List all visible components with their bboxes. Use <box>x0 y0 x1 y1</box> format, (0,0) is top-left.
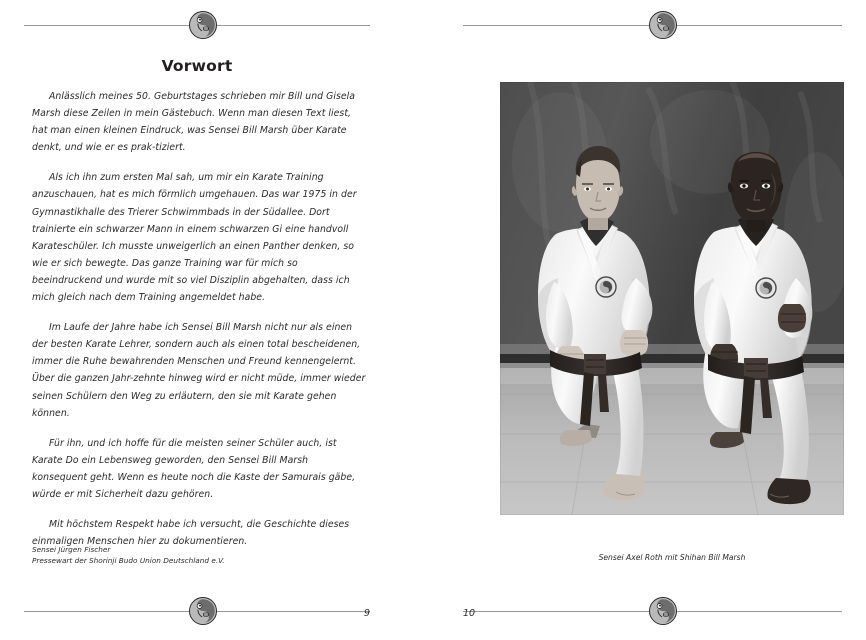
signature-name: Sensei Jürgen Fischer <box>32 545 111 554</box>
signature-block <box>32 545 366 566</box>
figure-caption: Sensei Axel Roth mit Shihan Bill Marsh <box>598 553 746 562</box>
paragraph: Als ich ihn zum ersten Mal sah, um mir ein Karate Training anzuschauen, hat es mich förmlich umgehauen. Das war 1975 in der Gymnastikhalle des Trierer Schwimmbads in der Südallee. Dort trainierte ein schwarzer Mann in einem schwarzen Gi eine handvoll Karateschüler. Ich musste unweigerlich an einen Panther denken, so wie er sich bewegte. Das ganze Training war für mich so beeindruckend und wurde mit so viel Disziplin abgehalten, dass ich mich gleich nach dem Training angemeldet habe. <box>32 172 357 304</box>
shorinji-budo-tomoe-emblem-icon <box>189 11 217 39</box>
shorinji-budo-tomoe-emblem-icon <box>649 597 677 625</box>
right-page <box>433 0 866 640</box>
header-ornament <box>0 10 433 40</box>
paragraph: Für ihn, und ich hoffe für die meisten seiner Schüler auch, ist Karate Do ein Lebensweg geworden, den Sensei Bill Marsh konsequent geht. Wenn es heute noch die Kaste der Samurais gäbe, würde er mit Sicherheit dazu gehören. <box>32 437 356 500</box>
header-ornament <box>433 10 866 40</box>
foreword-body <box>32 88 366 563</box>
paragraph: Im Laufe der Jahre habe ich Sensei Bill Marsh nicht nur als einen der besten Karate Lehrer, sondern auch als einen total bescheidenen, immer die Ruhe bewahrenden Menschen und Freund kennengelernt. Über die ganzen Jahr-zehnte hinweg wird er nicht müde, immer wieder seinen Schülern den Weg zu erläutern, den sie mit Karate gehen können. <box>32 322 366 419</box>
shorinji-budo-tomoe-emblem-icon <box>189 597 217 625</box>
page-number: 10 <box>463 608 476 619</box>
page-number: 9 <box>363 608 370 619</box>
signature-role: Pressewart der Shorinji Budo Union Deutschland e.V. <box>32 555 225 565</box>
paragraph: Mit höchstem Respekt habe ich versucht, die Geschichte dieses einmaligen Menschen hier zu dokumentieren. <box>32 519 350 548</box>
paragraph: Anlässlich meines 50. Geburtstages schrieben mir Bill und Gisela Marsh diese Zeilen in mein Gästebuch. Wenn man diesen Text liest, hat man einen kleinen Eindruck, was Sensei Bill Marsh über Karate denkt, und wie er es prak-tiziert. <box>32 91 356 154</box>
karate-stance-photograph <box>500 82 844 515</box>
shorinji-budo-tomoe-emblem-icon <box>649 11 677 39</box>
footer-ornament <box>433 596 866 626</box>
page-title: Vorwort <box>161 57 233 75</box>
